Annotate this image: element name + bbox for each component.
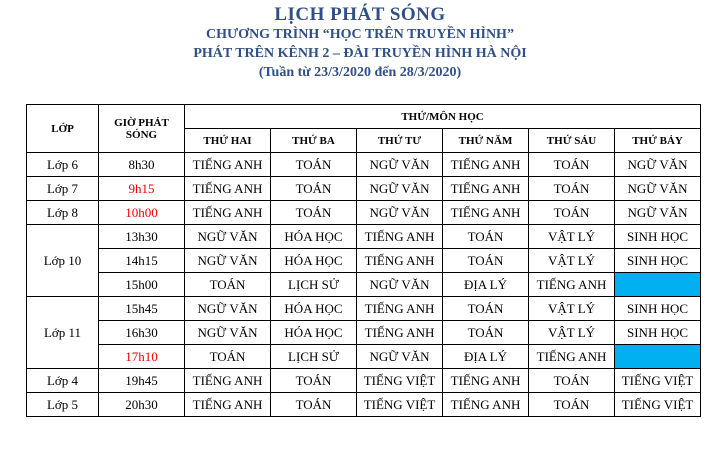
subject-cell: TIẾNG VIỆT xyxy=(615,393,701,417)
time-cell: 9h15 xyxy=(99,177,185,201)
subject-cell: TOÁN xyxy=(443,321,529,345)
header-gio-line2: SÓNG xyxy=(125,128,158,141)
subject-cell: TIẾNG ANH xyxy=(357,225,443,249)
subject-cell: TOÁN xyxy=(185,345,271,369)
subject-cell: TOÁN xyxy=(529,369,615,393)
program-title: CHƯƠNG TRÌNH “HỌC TRÊN TRUYỀN HÌNH” xyxy=(206,27,514,42)
time-cell: 17h10 xyxy=(99,345,185,369)
time-cell: 15h45 xyxy=(99,297,185,321)
page-title: LỊCH PHÁT SÓNG xyxy=(274,4,446,25)
time-cell: 20h30 xyxy=(99,393,185,417)
table-row xyxy=(27,273,701,297)
time-cell: 8h30 xyxy=(99,153,185,177)
subject-cell: TIẾNG ANH xyxy=(357,321,443,345)
subject-cell: HÓA HỌC xyxy=(271,249,357,273)
subject-cell: TOÁN xyxy=(443,249,529,273)
empty-highlight-cell xyxy=(615,345,701,369)
subject-cell: VẬT LÝ xyxy=(529,297,615,321)
time-cell: 14h15 xyxy=(99,249,185,273)
subject-cell: HÓA HỌC xyxy=(271,297,357,321)
subject-cell: TIẾNG ANH xyxy=(185,369,271,393)
subject-cell: NGỮ VĂN xyxy=(357,153,443,177)
subject-cell: NGỮ VĂN xyxy=(185,249,271,273)
class-cell: Lớp 4 xyxy=(27,369,99,393)
day-header: THỨ SÁU xyxy=(529,129,615,153)
subject-cell: TIẾNG ANH xyxy=(443,369,529,393)
subject-cell: SINH HỌC xyxy=(615,225,701,249)
subject-cell: TOÁN xyxy=(443,225,529,249)
table-row xyxy=(27,177,701,201)
subject-cell: TOÁN xyxy=(271,369,357,393)
subject-cell: NGỮ VĂN xyxy=(615,201,701,225)
class-cell: Lớp 8 xyxy=(27,201,99,225)
header-gio-line1: GIỜ PHÁT xyxy=(114,116,169,129)
table-row xyxy=(27,153,701,177)
subject-cell: TOÁN xyxy=(271,201,357,225)
header-thu-mon-hoc: THỨ/MÔN HỌC xyxy=(185,105,701,129)
subject-cell: NGỮ VĂN xyxy=(615,153,701,177)
subject-cell: TOÁN xyxy=(529,393,615,417)
subject-cell: SINH HỌC xyxy=(615,321,701,345)
table-row xyxy=(27,369,701,393)
header-lop: LỚP xyxy=(27,105,99,153)
class-cell: Lớp 10 xyxy=(27,225,99,297)
class-cell: Lớp 7 xyxy=(27,177,99,201)
subject-cell: TIẾNG ANH xyxy=(443,201,529,225)
class-cell: Lớp 11 xyxy=(27,297,99,369)
subject-cell: TOÁN xyxy=(185,273,271,297)
time-cell: 15h00 xyxy=(99,273,185,297)
class-cell: Lớp 6 xyxy=(27,153,99,177)
time-cell: 16h30 xyxy=(99,321,185,345)
channel-title: PHÁT TRÊN KÊNH 2 – ĐÀI TRUYỀN HÌNH HÀ NỘI xyxy=(193,46,527,61)
subject-cell: TIẾNG ANH xyxy=(357,297,443,321)
subject-cell: TOÁN xyxy=(529,201,615,225)
subject-cell: VẬT LÝ xyxy=(529,321,615,345)
table-row xyxy=(27,225,701,249)
header-gio-phat-song xyxy=(99,105,185,153)
schedule-body xyxy=(27,153,701,417)
subject-cell: NGỮ VĂN xyxy=(615,177,701,201)
subject-cell: TIẾNG ANH xyxy=(185,177,271,201)
table-row xyxy=(27,345,701,369)
subject-cell: TIẾNG ANH xyxy=(529,273,615,297)
subject-cell: HÓA HỌC xyxy=(271,225,357,249)
subject-cell: NGỮ VĂN xyxy=(357,177,443,201)
subject-cell: TOÁN xyxy=(271,153,357,177)
subject-cell: TIẾNG ANH xyxy=(185,153,271,177)
subject-cell: NGỮ VĂN xyxy=(357,345,443,369)
table-row xyxy=(27,249,701,273)
table-row xyxy=(27,297,701,321)
subject-cell: TOÁN xyxy=(271,393,357,417)
subject-cell: LỊCH SỬ xyxy=(271,345,357,369)
day-header: THỨ BẢY xyxy=(615,129,701,153)
subject-cell: TIẾNG ANH xyxy=(443,393,529,417)
table-row xyxy=(27,321,701,345)
subject-cell: TIẾNG VIỆT xyxy=(357,369,443,393)
subject-cell: NGỮ VĂN xyxy=(185,321,271,345)
subject-cell: TIẾNG ANH xyxy=(443,153,529,177)
time-cell: 19h45 xyxy=(99,369,185,393)
day-header: THỨ HAI xyxy=(185,129,271,153)
schedule-table xyxy=(26,104,701,417)
day-header: THỨ BA xyxy=(271,129,357,153)
subject-cell: NGỮ VĂN xyxy=(185,225,271,249)
subject-cell: ĐỊA LÝ xyxy=(443,345,529,369)
time-cell: 13h30 xyxy=(99,225,185,249)
class-cell: Lớp 5 xyxy=(27,393,99,417)
subject-cell: NGỮ VĂN xyxy=(357,201,443,225)
subject-cell: TIẾNG ANH xyxy=(443,177,529,201)
subject-cell: VẬT LÝ xyxy=(529,249,615,273)
time-cell: 10h00 xyxy=(99,201,185,225)
subject-cell: TOÁN xyxy=(529,177,615,201)
day-header: THỨ TƯ xyxy=(357,129,443,153)
subject-cell: ĐỊA LÝ xyxy=(443,273,529,297)
subject-cell: HÓA HỌC xyxy=(271,321,357,345)
subject-cell: TIẾNG ANH xyxy=(529,345,615,369)
table-row xyxy=(27,393,701,417)
subject-cell: TOÁN xyxy=(529,153,615,177)
subject-cell: NGỮ VĂN xyxy=(357,273,443,297)
day-header: THỨ NĂM xyxy=(443,129,529,153)
subject-cell: TIẾNG ANH xyxy=(185,201,271,225)
subject-cell: TIẾNG ANH xyxy=(357,249,443,273)
week-range: (Tuần từ 23/3/2020 đến 28/3/2020) xyxy=(258,65,462,80)
subject-cell: SINH HỌC xyxy=(615,297,701,321)
subject-cell: TIẾNG VIỆT xyxy=(357,393,443,417)
empty-highlight-cell xyxy=(615,273,701,297)
subject-cell: LỊCH SỬ xyxy=(271,273,357,297)
subject-cell: NGỮ VĂN xyxy=(185,297,271,321)
table-row xyxy=(27,201,701,225)
subject-cell: TOÁN xyxy=(271,177,357,201)
subject-cell: TIẾNG VIỆT xyxy=(615,369,701,393)
subject-cell: TIẾNG ANH xyxy=(185,393,271,417)
subject-cell: VẬT LÝ xyxy=(529,225,615,249)
subject-cell: TOÁN xyxy=(443,297,529,321)
subject-cell: SINH HỌC xyxy=(615,249,701,273)
